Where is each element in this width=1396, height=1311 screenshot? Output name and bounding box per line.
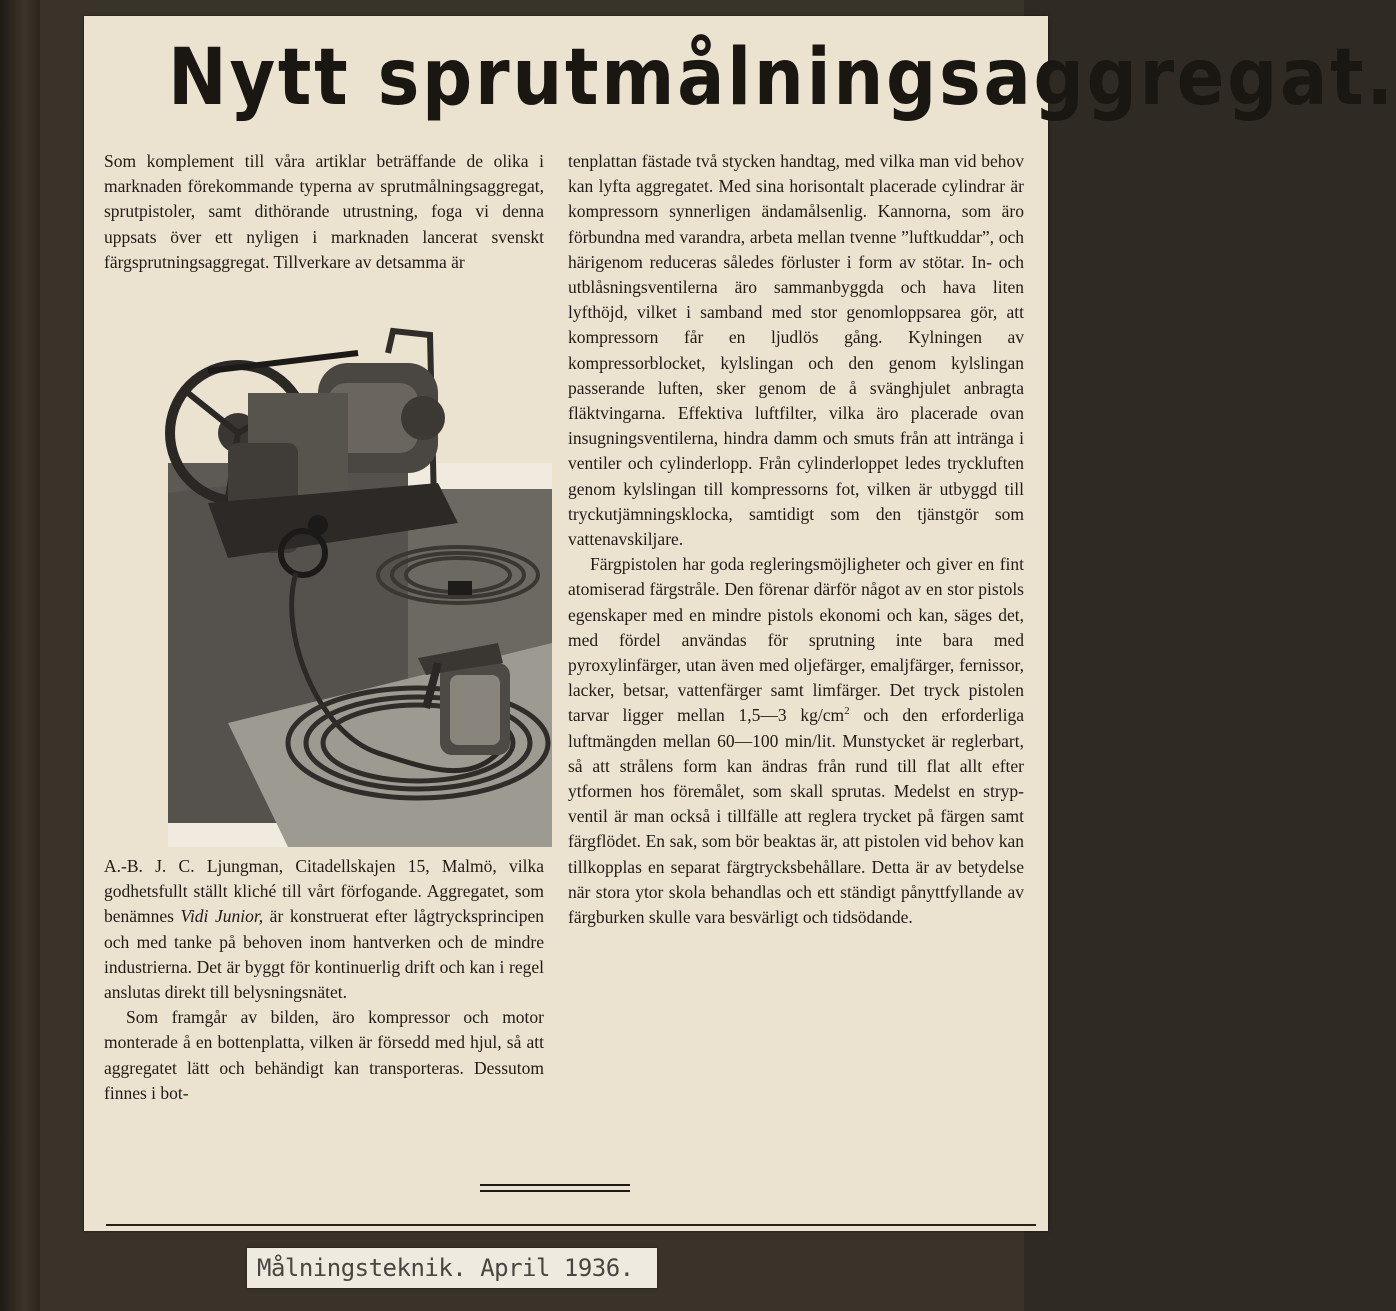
spray-gun-text-b: och den erforderliga luftmängden mellan 60—100 min/lit. Munstycket är reglerbart, så att strålens form kan ändras från rund till flat allt efter ytformen hos föremålet, som skall sprutas. Medelst en stryp-ventil är man också i tillfälle att reglera trycket på färgen samt färgflödet. En sak, som bör beaktas är, att pistolen vid behov kan tillkopplas en separat färgtrycksbehållare. Detta är av betydelse när stora ytor skola behandlas och ett ständigt pånyttfyllande av färgburken skulle vara besvärligt och tidsödande. [568, 705, 1025, 928]
newspaper-clipping [84, 16, 1396, 1231]
spray-gun-paragraph [568, 552, 1024, 930]
construction-paragraph: Som framgår av bilden, äro kompressor och motor monterade å en bottenplatta, vilken är försedd med hjul, så att aggregatet lätt och behändigt kan transporteras. Dessutom finnes i bot- [104, 1007, 544, 1103]
spray-painting-unit-photo [168, 313, 552, 847]
album-binding-edge [0, 0, 40, 1311]
article-headline: Nytt sprutmålningsaggregat. [168, 33, 1396, 123]
spray-gun-text-a: Färgpistolen har goda regleringsmöjligheter och giver en fint atomiserad färgstråle. Den förenar därför något av en stor pistols egenskaper med en mindre pistols ekonomi och kan, säges det, med fördel användas för sprutning inte bara med pyroxylinfärger, utan även med oljefärger, emaljfärger, fernissor, lacker, betsar, vattenfärger samt limfärger. Det tryck pistolen tarvar ligger mellan 1,5—3 kg/cm [568, 554, 1024, 726]
intro-paragraph: Som komplement till våra artiklar beträffande de olika i marknaden förekommande typerna av sprutmålningsaggregat, sprutpistoler, samt dithörande utrustning, foga vi denna uppsats över ett nyligen i marknaden lancerat svenskt färgsprutningsaggregat. Tillverkare av detsamma är [104, 151, 544, 272]
source-label: Målningsteknik. April 1936. [247, 1248, 657, 1288]
compressor-paragraph: tenplattan fästade två stycken handtag, med vilka man vid behov kan lyfta aggregatet. Med sina horisontalt placerade cylindrar är kompressorn synnerligen ändamålsenlig. Kannorna, som äro förbundna med varandra, arbeta mellan tvenne ”luftkuddar”, och härigenom reduceras således förluster i form av stötar. In- och utblåsningsventilerna äro sammanbyggda och hava liten lyfthöjd, vilket i samband med stor genomloppsarea gör, att kompressorn får en ljudlös gång. Kylningen av kompressorblocket, kylslingan och den genom kylslingan passerande luften, sker genom de å svänghjulet anbragta fläktvingarna. Effektiva luftfilter, vilka äro placerade ovan insugningsventilerna, hindra damm och smuts från att intränga i ventiler och cylinderlopp. Från cylinderloppet ledes tryckluften genom kylslingan till kompressorns fot, vilken är utbyggd till tryckutjämningsklocka, samtidigt som den tjänstgör som vattenavskiljare. [568, 151, 1024, 550]
manufacturer-paragraph [104, 854, 544, 1005]
right-column [568, 149, 1024, 930]
superscript-two: 2 [844, 705, 850, 718]
left-column-bottom [104, 854, 544, 1106]
end-of-article-rule [480, 1184, 630, 1192]
manufacturer-text-b: är konstruerat efter lågtrycksprincipen och med tanke på behoven inom hantverken och de mindre industrierna. Det är byggt för kontinuerlig drift och kan i regel anslutas direkt till belysningsnätet. [104, 906, 544, 1003]
manufacturer-text-a: A.-B. J. C. Ljungman, Citadellskajen 15, Malmö, vilka godhetsfullt ställt kliché till vårt förfogande. Aggregatet, som benämnes [104, 856, 544, 927]
left-column-top [104, 149, 544, 275]
page-rule [106, 1224, 1036, 1226]
scrapbook-page [40, 0, 1396, 1311]
product-name: Vidi Junior, [180, 906, 264, 927]
